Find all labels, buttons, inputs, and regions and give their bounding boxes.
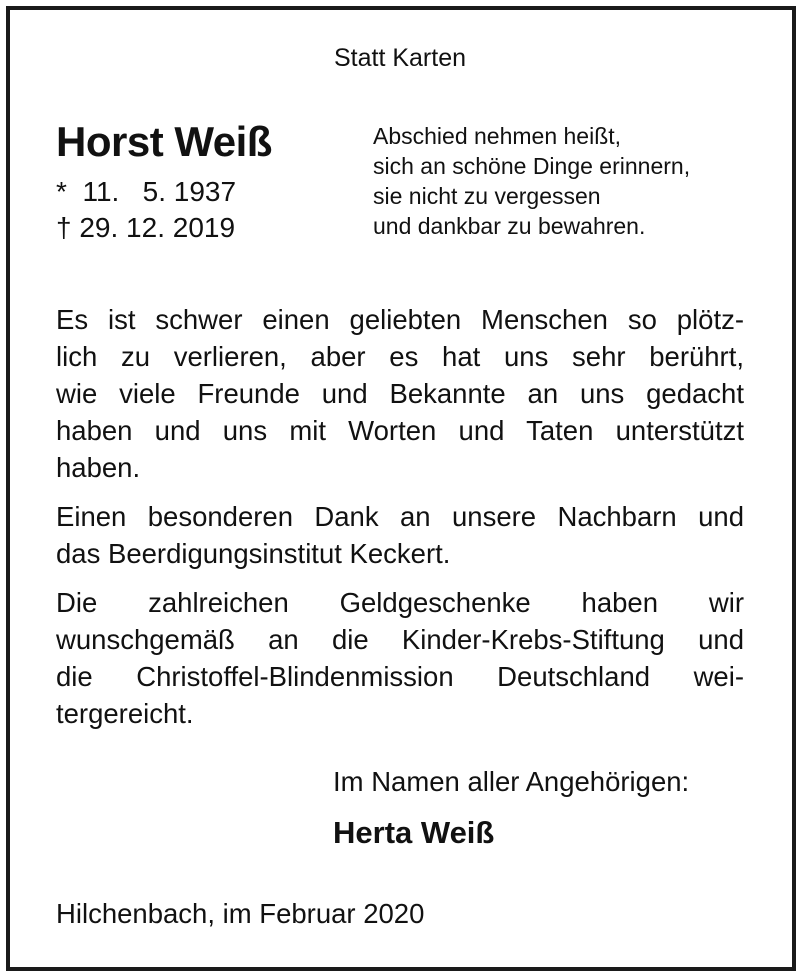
paragraph-line: tergereicht. xyxy=(56,698,194,729)
paragraph-line: Einen besonderen Dank an unsere Nachbarn und xyxy=(56,501,744,532)
signature-intro: Im Namen aller Angehörigen: xyxy=(333,766,690,797)
paragraph-line: wunschgemäß an die Kinder-Krebs-Stiftung und xyxy=(56,624,744,655)
header-text: Statt Karten xyxy=(333,44,467,72)
paragraph-line: Es ist schwer einen geliebten Menschen so plötz- xyxy=(56,304,744,335)
thanks-paragraph-1 xyxy=(56,301,744,486)
paragraph-line: wie viele Freunde und Bekannte an uns gedacht xyxy=(56,378,744,409)
memorial-quote xyxy=(373,121,783,241)
paragraph-line: haben und uns mit Worten und Taten unterstützt xyxy=(56,415,744,446)
birth-date: * 11. 5. 1937 xyxy=(56,176,237,207)
paragraph-line: das Beerdigungsinstitut Keckert. xyxy=(56,538,451,569)
paragraph-line: haben. xyxy=(56,452,141,483)
quote-line: Abschied nehmen heißt, xyxy=(373,123,622,149)
quote-line: sie nicht zu vergessen xyxy=(373,183,601,209)
place-and-date: Hilchenbach, im Februar 2020 xyxy=(56,898,425,929)
quote-line: und dankbar zu bewahren. xyxy=(373,213,646,239)
signer-name: Herta Weiß xyxy=(333,815,495,850)
donation-paragraph xyxy=(56,584,744,732)
thanks-paragraph-2 xyxy=(56,498,744,572)
death-date: † 29. 12. 2019 xyxy=(56,212,236,243)
paragraph-line: die Christoffel-Blindenmission Deutschland wei- xyxy=(56,661,744,692)
deceased-name: Horst Weiß xyxy=(56,118,272,165)
paragraph-line: lich zu verlieren, aber es hat uns sehr berührt, xyxy=(56,341,744,372)
quote-line: sich an schöne Dinge erinnern, xyxy=(373,153,691,179)
paragraph-line: Die zahlreichen Geldgeschenke haben wir xyxy=(56,587,744,618)
